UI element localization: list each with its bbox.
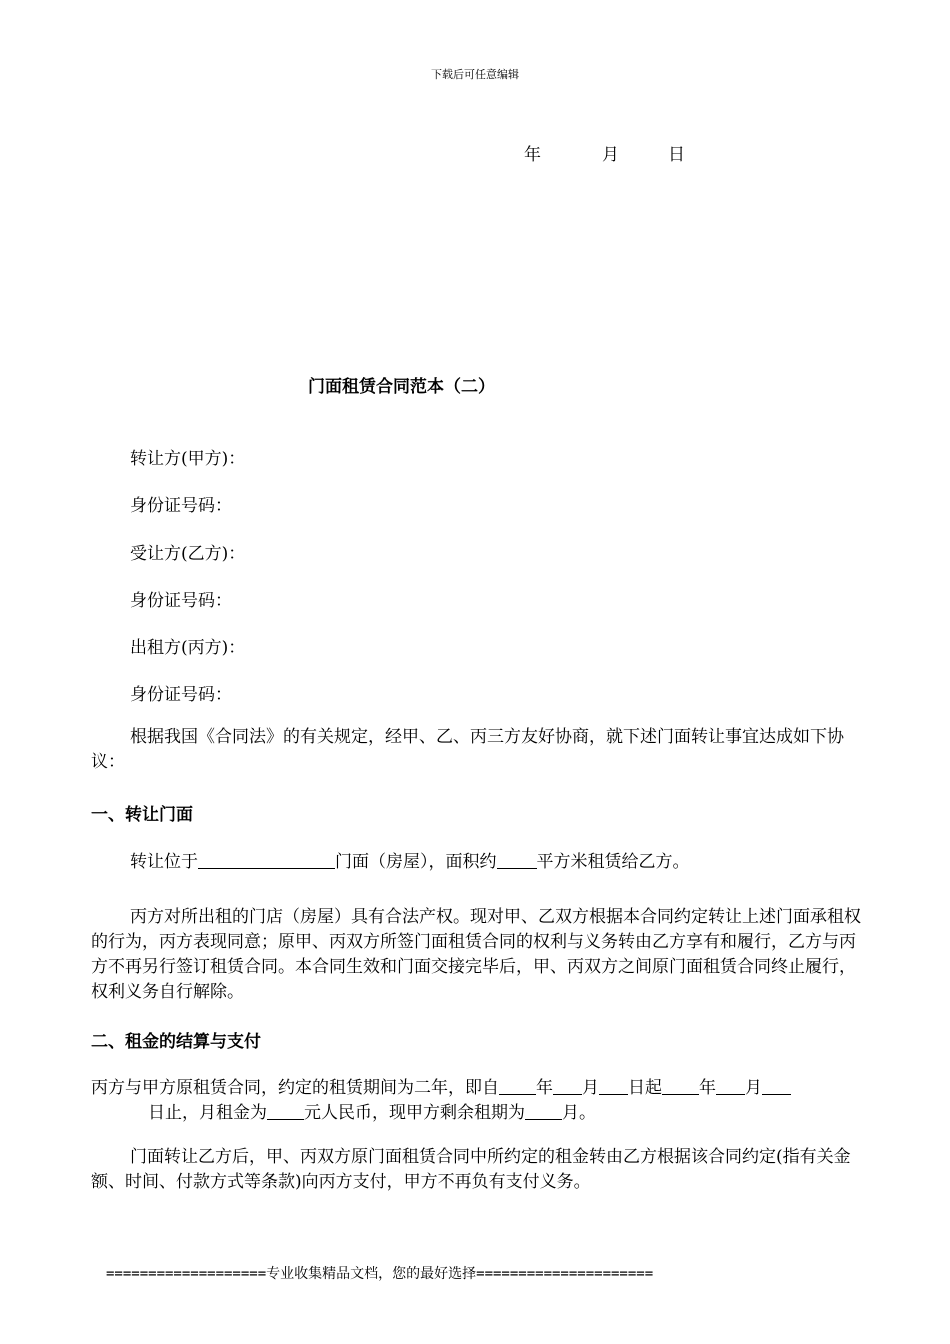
date-month: 月: [602, 145, 619, 165]
blank-start-year: [499, 1077, 536, 1095]
blank-end-year: [662, 1077, 699, 1095]
date-day: 日: [668, 145, 685, 165]
footer-banner: ===================专业收集精品文档，您的最好选择=====================: [106, 1266, 654, 1282]
blank-end-month: [716, 1077, 745, 1095]
blank-remaining-months: [525, 1102, 562, 1120]
field-transferee-id: 身份证号码：: [130, 591, 232, 611]
date-year: 年: [524, 145, 541, 165]
section1-heading: 一、转让门面: [91, 805, 193, 825]
blank-end-day: [762, 1077, 791, 1095]
blank-monthly-rent: [267, 1102, 304, 1120]
clause-text: 月: [582, 1078, 599, 1098]
blank-location: [198, 851, 335, 869]
section2-line2: [148, 1098, 596, 1123]
clause-text: 日起: [628, 1078, 662, 1098]
section1-paragraph: 丙方对所出租的门店（房屋）具有合法产权。现对甲、乙双方根据本合同约定转让上述门面承租权的行为，丙方表现同意；原甲、丙双方所签门面租赁合同的权利与义务转由乙方享有和履行，乙方与丙方不再另行签订租赁合同。本合同生效和门面交接完毕后，甲、丙双方之间原门面租赁合同终止履行，权利义务自行解除。: [91, 907, 861, 1002]
clause-text: 元人民币，现甲方剩余租期为: [304, 1103, 525, 1123]
clause-text: 日止，月租金为: [148, 1103, 267, 1123]
field-lessor-id: 身份证号码：: [130, 685, 232, 705]
blank-start-month: [553, 1077, 582, 1095]
section2-line1: [91, 1073, 791, 1098]
section1-clause: [130, 847, 690, 872]
clause-text: 年: [536, 1078, 553, 1098]
clause-text: 丙方与甲方原租赁合同，约定的租赁期间为二年，即自: [91, 1078, 499, 1098]
clause-text: 月: [745, 1078, 762, 1098]
field-transferor: 转让方(甲方)：: [130, 449, 246, 469]
field-transferor-id: 身份证号码：: [130, 496, 232, 516]
section2-paragraph: 门面转让乙方后，甲、丙双方原门面租赁合同中所约定的租金转由乙方根据该合同约定(指有关金额、时间、付款方式等条款)向丙方支付，甲方不再负有支付义务。: [91, 1147, 851, 1192]
clause-text: 年: [699, 1078, 716, 1098]
clause-text: 月。: [562, 1103, 596, 1123]
blank-start-day: [599, 1077, 628, 1095]
header-note: 下载后可任意编辑: [431, 68, 519, 81]
clause-text: 平方米租赁给乙方。: [536, 852, 690, 872]
clause-text: 门面（房屋），面积约: [335, 852, 497, 872]
document-title: 门面租赁合同范本（二）: [308, 377, 495, 397]
clause-text: 转让位于: [130, 852, 198, 872]
blank-area: [497, 851, 537, 869]
field-transferee: 受让方(乙方)：: [130, 544, 246, 564]
field-lessor: 出租方(丙方)：: [130, 638, 246, 658]
section2-heading: 二、租金的结算与支付: [91, 1032, 261, 1052]
intro-paragraph: 根据我国《合同法》的有关规定，经甲、乙、丙三方友好协商，就下述门面转让事宜达成如下协议：: [91, 727, 844, 772]
